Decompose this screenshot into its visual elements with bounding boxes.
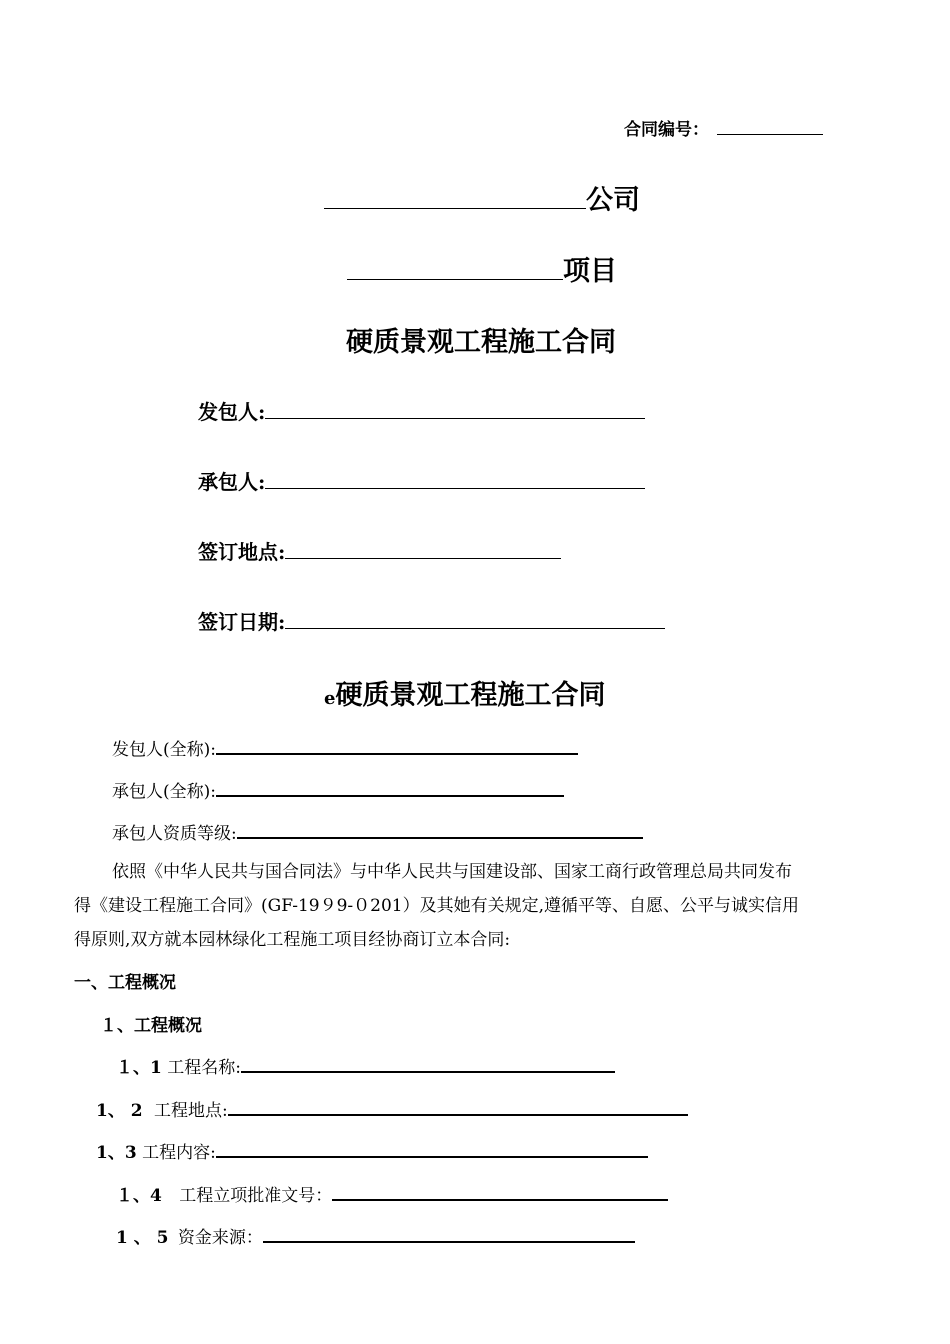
item-1-2-num: 1、 2	[96, 1101, 143, 1121]
qualification	[112, 819, 643, 844]
preamble-text-3: 得原则,双方就本园林绿化工程施工项目经协商订立本合同:	[74, 930, 511, 950]
item-1-4-label: 工程立项批准文号：	[179, 1186, 333, 1206]
cover-sign-place-label: 签订地点:	[198, 540, 286, 564]
item-1-2-blank[interactable]	[228, 1114, 688, 1116]
item-1-5-label: 资金来源：	[177, 1228, 263, 1248]
company-line	[324, 178, 640, 217]
body-title-text: 硬质景观工程施工合同	[335, 680, 606, 711]
qualification-label: 承包人资质等级:	[112, 824, 237, 844]
employer-full-blank[interactable]	[216, 753, 578, 755]
preamble-text-1: 依照《中华人民共与国合同法》与中华人民共与国建设部、国家工商行政管理总局共同发布	[112, 862, 792, 882]
item-1-3-label: 工程内容:	[142, 1143, 216, 1163]
cover-title: 硬质景观工程施工合同	[346, 327, 616, 358]
company-suffix: 公司	[586, 185, 640, 216]
contract-number-blank[interactable]	[717, 134, 823, 135]
company-name-blank[interactable]	[324, 208, 586, 209]
item-1-3	[96, 1138, 648, 1163]
item-1-5-num: 1 、 5	[116, 1228, 169, 1248]
employer-full-label: 发包人(全称):	[112, 740, 216, 760]
project-suffix: 项目	[563, 256, 617, 287]
subsection-1-heading: １、工程概况	[100, 1016, 202, 1036]
item-1-1-label: 工程名称:	[167, 1058, 241, 1078]
item-1-4-blank[interactable]	[332, 1199, 668, 1201]
cover-sign-date	[198, 606, 665, 635]
item-1-5	[116, 1223, 635, 1248]
item-1-2	[96, 1096, 688, 1121]
employer-full	[112, 735, 578, 760]
cover-contractor	[198, 466, 645, 495]
cover-contractor-label: 承包人:	[198, 470, 266, 494]
body-title-prefix: e	[324, 688, 336, 709]
item-1-1	[116, 1053, 615, 1078]
preamble-paragraph	[74, 855, 882, 957]
preamble-text-2: 得《建设工程施工合同》(GF-19９9-０201）及其她有关规定,遵循平等、自愿、公平与诚实信用	[74, 896, 800, 916]
item-1-4	[116, 1181, 668, 1206]
preamble-line	[74, 923, 882, 957]
preamble-line	[74, 855, 882, 889]
item-1-3-blank[interactable]	[216, 1156, 648, 1158]
cover-employer-label: 发包人:	[198, 400, 266, 424]
cover-employer-blank[interactable]	[265, 418, 645, 419]
project-name-blank[interactable]	[347, 279, 563, 280]
contract-number	[624, 115, 823, 140]
contractor-full-blank[interactable]	[216, 795, 564, 797]
contractor-full-label: 承包人(全称):	[112, 782, 216, 802]
section-1-heading: 一、工程概况	[74, 973, 176, 993]
cover-employer	[198, 396, 645, 425]
item-1-5-blank[interactable]	[263, 1241, 635, 1243]
contractor-full	[112, 777, 564, 802]
item-1-2-label: 工程地点:	[153, 1101, 228, 1121]
contract-number-label: 合同编号：	[624, 120, 709, 140]
cover-contractor-blank[interactable]	[265, 488, 645, 489]
item-1-4-num: １、4	[116, 1186, 162, 1206]
body-title	[324, 673, 605, 712]
item-1-1-blank[interactable]	[241, 1071, 615, 1073]
item-1-3-num: 1、3	[96, 1143, 137, 1163]
qualification-blank[interactable]	[237, 837, 643, 839]
project-line	[347, 249, 617, 288]
cover-sign-date-blank[interactable]	[285, 628, 665, 629]
preamble-line	[74, 889, 882, 923]
cover-sign-date-label: 签订日期:	[198, 610, 286, 634]
cover-sign-place-blank[interactable]	[285, 558, 561, 559]
cover-sign-place	[198, 536, 561, 565]
item-1-1-num: １、1	[116, 1058, 162, 1078]
